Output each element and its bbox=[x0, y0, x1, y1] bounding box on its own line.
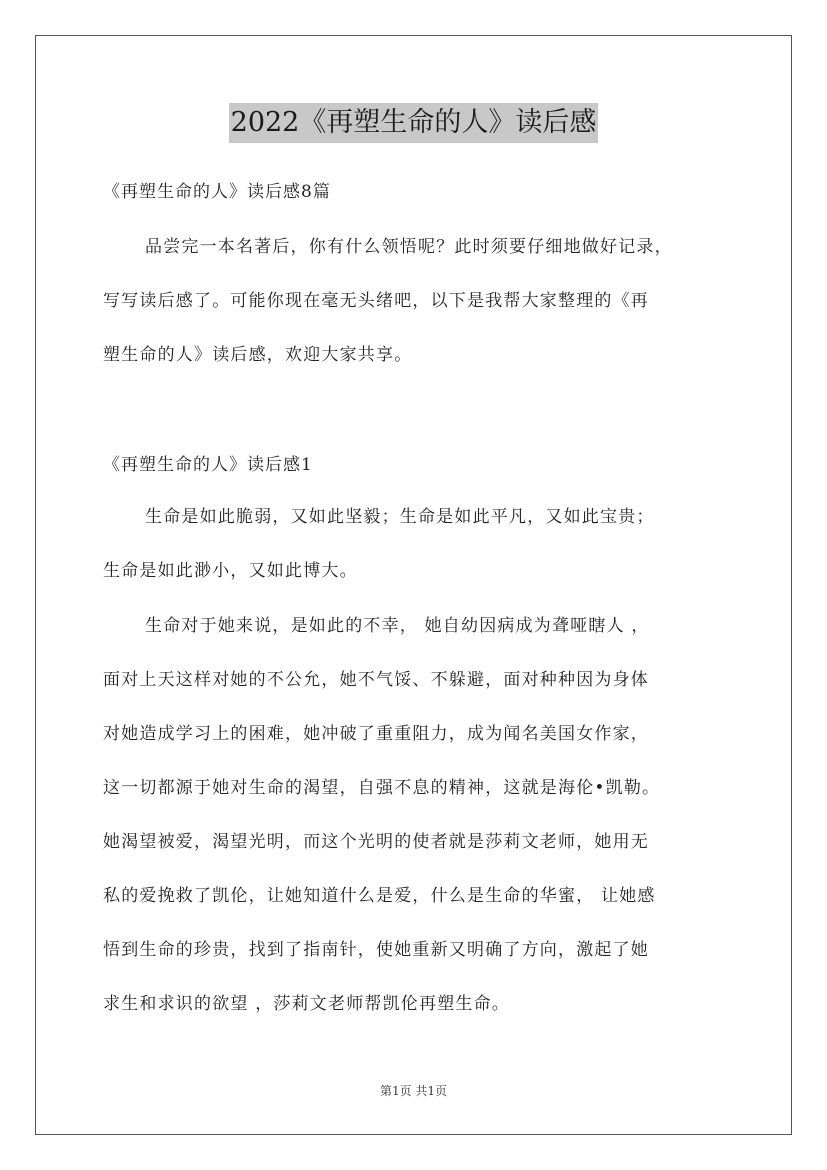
paragraph-line: 对她造成学习上的困难，她冲破了重重阻力，成为闻名美国女作家， bbox=[103, 724, 649, 744]
intro-paragraph bbox=[103, 220, 743, 382]
paragraph-line: 写写读后感了。可能你现在毫无头绪吧，以下是我帮大家整理的《再 bbox=[103, 291, 649, 311]
paragraph-line: 她渴望被爱，渴望光明，而这个光明的使者就是莎莉文老师，她用无 bbox=[103, 832, 649, 852]
paragraph-line: 求生和求识的欲望 ，莎莉文老师帮凯伦再塑生命。 bbox=[103, 994, 511, 1014]
paragraph-line: 生命对于她来说，是如此的不幸， 她自幼因病成为聋哑瞎人 ， bbox=[145, 616, 650, 636]
paragraph-1 bbox=[103, 490, 743, 598]
section-heading: 《再塑生命的人》读后感1 bbox=[103, 455, 313, 475]
paragraph-line: 面对上天这样对她的不公允，她不气馁、不躲避，面对种种因为身体 bbox=[103, 670, 649, 690]
paragraph-line: 塑生命的人》读后感，欢迎大家共享。 bbox=[103, 345, 413, 365]
paragraph-line: 生命是如此渺小，又如此博大。 bbox=[103, 561, 358, 581]
paragraph-line: 品尝完一本名著后，你有什么领悟呢？此时须要仔细地做好记录， bbox=[145, 237, 673, 257]
document-title: 2022《再塑生命的人》读后感 bbox=[229, 103, 599, 143]
page-footer: 第1页 共1页 bbox=[379, 1084, 448, 1098]
paragraph-line: 生命是如此脆弱，又如此坚毅；生命是如此平凡，又如此宝贵； bbox=[145, 507, 655, 527]
paragraph-line: 这一切都源于她对生命的渴望，自强不息的精神，这就是海伦•凯勒。 bbox=[103, 778, 661, 798]
paragraph-line: 私的爱挽救了凯伦，让她知道什么是爱，什么是生命的华蜜， 让她感 bbox=[103, 886, 656, 906]
paragraph-2 bbox=[103, 599, 743, 1031]
document-subtitle: 《再塑生命的人》读后感8篇 bbox=[103, 182, 331, 202]
title-container bbox=[0, 103, 827, 143]
paragraph-line: 悟到生命的珍贵，找到了指南针，使她重新又明确了方向，激起了她 bbox=[103, 940, 649, 960]
